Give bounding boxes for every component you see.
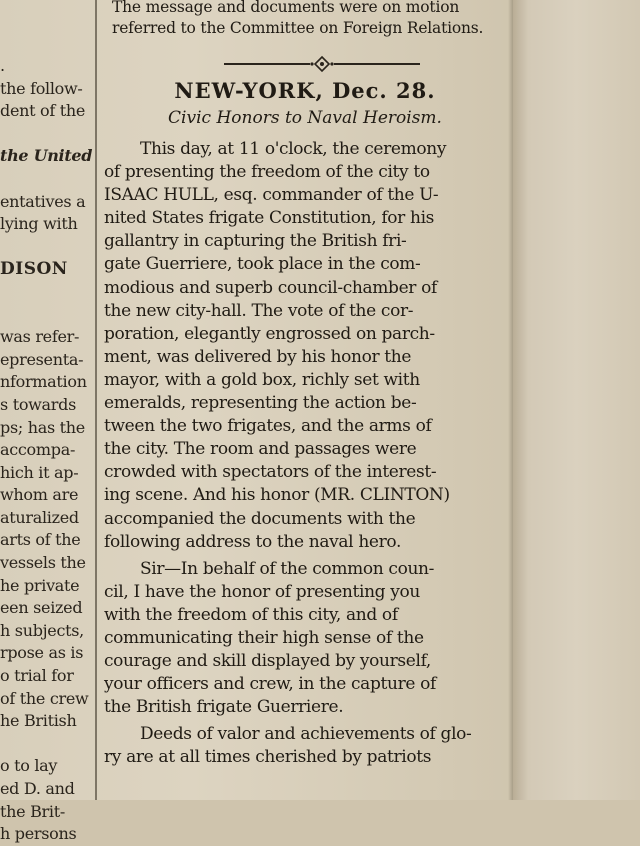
article-line: ment, was delivered by his honor the xyxy=(104,346,412,367)
article-line: ry are at all times cherished by patriots xyxy=(104,747,432,768)
left-column-line xyxy=(0,733,92,756)
article-subhead: Civic Honors to Naval Heroism. xyxy=(168,108,442,128)
preceding-article-end xyxy=(112,0,512,39)
ornamental-divider xyxy=(222,56,422,72)
article-line: your officers and crew, in the capture of xyxy=(104,674,436,695)
article-line: ISAAC HULL, esq. commander of the U- xyxy=(104,185,439,206)
top-line: The message and documents were on motion xyxy=(112,0,460,16)
dateline: NEW-YORK, Dec. 28. xyxy=(174,78,436,103)
left-column-line: the follow- xyxy=(0,78,83,98)
left-column-line: the Brit- xyxy=(0,801,65,821)
column-rule xyxy=(95,0,97,800)
article-line: ing scene. And his honor (MR. CLINTON) xyxy=(104,485,450,506)
left-column-line: epresenta- xyxy=(0,349,84,369)
left-column-fragment xyxy=(0,55,93,844)
left-column-line: accompa- xyxy=(0,440,76,460)
left-column-line: arts of the xyxy=(0,530,81,550)
left-column-line: o trial for xyxy=(0,666,74,686)
article-line: gate Guerriere, took place in the com- xyxy=(104,254,421,275)
left-column-line: the United xyxy=(0,146,93,166)
article-line: poration, elegantly engrossed on parch- xyxy=(104,323,435,344)
left-column-line: ed D. and xyxy=(0,779,75,798)
left-column-line: hich it ap- xyxy=(0,462,79,482)
article-line: Deeds of valor and achievements of glo- xyxy=(140,724,472,745)
left-column-line: h subjects, xyxy=(0,620,84,640)
left-column-line: dent of the xyxy=(0,101,86,121)
article-line: Sir—In behalf of the common coun- xyxy=(140,558,435,579)
article-line: communicating their high sense of the xyxy=(104,627,424,648)
left-column-line: entatives a xyxy=(0,191,86,211)
left-column-line: h persons xyxy=(0,824,77,844)
article-line: the British frigate Guerriere. xyxy=(104,697,344,718)
left-column-line xyxy=(0,236,92,259)
left-column-line xyxy=(0,304,92,327)
article-line: nited States frigate Constitution, for his xyxy=(104,208,435,229)
article-line: This day, at 11 o'clock, the ceremony xyxy=(140,139,447,159)
left-column-line: s towards xyxy=(0,394,76,414)
left-column-line xyxy=(0,281,92,304)
article-line: of presenting the freedom of the city to xyxy=(104,162,430,183)
left-column-line: lying with xyxy=(0,214,78,234)
left-column-line: he British xyxy=(0,711,77,731)
article-line: following address to the naval hero. xyxy=(104,531,402,552)
article-line: courage and skill displayed by yourself, xyxy=(104,651,431,672)
left-column-line: . xyxy=(0,56,5,75)
article-line: accompanied the documents with the xyxy=(104,508,416,529)
left-column-line xyxy=(0,168,92,191)
left-column-line: o to lay xyxy=(0,756,58,776)
left-column-line: of the crew xyxy=(0,688,89,708)
article-line: emeralds, representing the action be- xyxy=(104,393,417,414)
left-column-line xyxy=(0,123,92,146)
left-column-line: een seized xyxy=(0,598,83,618)
top-line: referred to the Committee on Foreign Relations. xyxy=(112,19,484,37)
left-column-line: rpose as is xyxy=(0,643,84,663)
left-column-line: he private xyxy=(0,575,80,595)
article-line: the city. The room and passages were xyxy=(104,439,417,460)
left-column-line: aturalized xyxy=(0,507,79,527)
article-line: cil, I have the honor of presenting you xyxy=(104,581,420,602)
left-column-line: DISON xyxy=(0,259,68,280)
article-line: modious and superb council-chamber of xyxy=(104,277,437,298)
left-column-line: nformation xyxy=(0,372,87,392)
left-column-line: vessels the xyxy=(0,553,86,573)
article-line: mayor, with a gold box, richly set with xyxy=(104,369,420,390)
left-column-line: ps; has the xyxy=(0,417,85,437)
article-line: gallantry in capturing the British fri- xyxy=(104,231,407,252)
left-column-line: was refer- xyxy=(0,327,80,347)
article-body xyxy=(104,138,508,770)
article-line: crowded with spectators of the interest- xyxy=(104,462,437,483)
article-line: the new city-hall. The vote of the cor- xyxy=(104,300,414,321)
article-line: tween the two frigates, and the arms of xyxy=(104,416,432,437)
article-line: with the freedom of this city, and of xyxy=(104,604,398,625)
adjacent-page-edge xyxy=(513,0,640,800)
main-column xyxy=(100,0,510,800)
left-column-line: whom are xyxy=(0,485,79,505)
